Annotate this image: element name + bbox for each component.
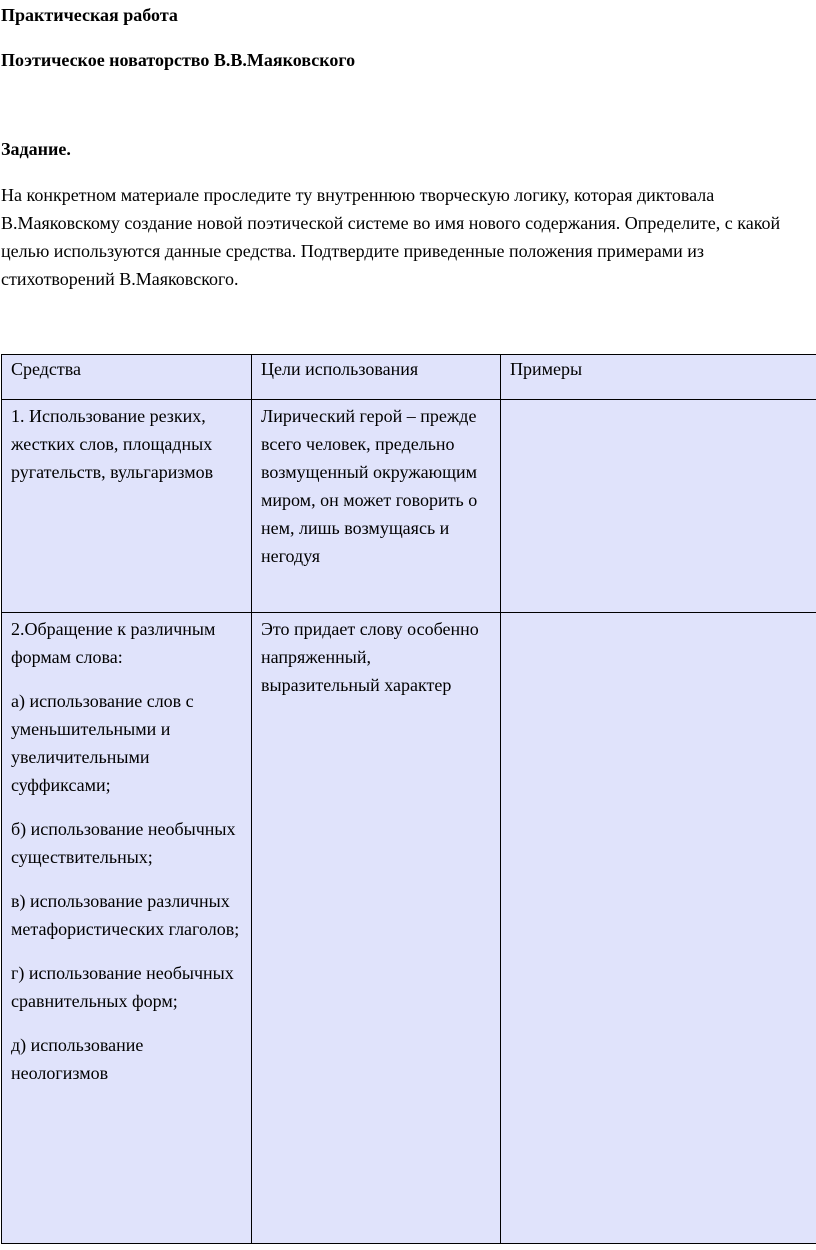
means-item: б) использование необычных существительных; (11, 819, 236, 867)
examples-cell[interactable] (501, 613, 816, 1244)
header-purpose: Цели использования (252, 355, 501, 400)
means-table (1, 354, 816, 1244)
document-subtitle: Поэтическое новаторство В.В.Маяковского (1, 50, 356, 70)
examples-cell[interactable] (501, 400, 816, 613)
table-header-row (2, 355, 816, 400)
means-text: 2.Обращение к различным формам слова: (11, 619, 216, 667)
task-text: На конкретном материале проследите ту внутреннюю творческую логику, которая диктовала В.Маяковскому создание новой поэтической системе во имя нового содержания. Определите, с какой целью используются данные средства. Подтвердите приведенные положения примерами из стихотворений В.Маяковского. (1, 185, 781, 289)
table-row (2, 400, 816, 613)
header-examples: Примеры (501, 355, 816, 400)
means-cell (2, 400, 252, 613)
means-cell (2, 613, 252, 1244)
means-item: а) использование слов с уменьшительными и увеличительными суффиксами; (11, 691, 194, 795)
purpose-cell: Лирический герой – прежде всего человек, предельно возмущенный окружающим миром, он может говорить о нем, лишь возмущаясь и негодуя (252, 400, 501, 613)
document-title: Практическая работа (1, 5, 178, 25)
means-text: 1. Использование резких, жестких слов, площадных ругательств, вульгаризмов (11, 406, 214, 482)
table-row (2, 613, 816, 1244)
purpose-cell: Это придает слову особенно напряженный, выразительный характер (252, 613, 501, 1244)
task-heading: Задание. (1, 139, 71, 159)
means-item: г) использование необычных сравнительных форм; (11, 963, 234, 1011)
header-means: Средства (2, 355, 252, 400)
means-item: д) использование неологизмов (11, 1035, 144, 1083)
means-item: в) использование различных метафористических глаголов; (11, 891, 240, 939)
